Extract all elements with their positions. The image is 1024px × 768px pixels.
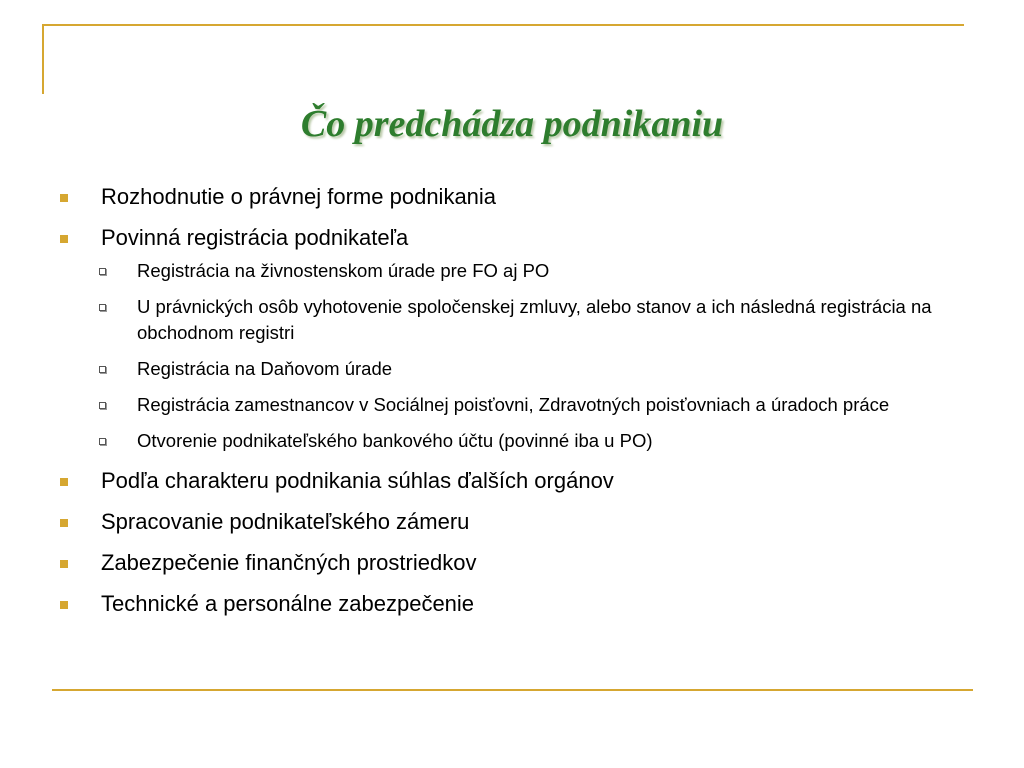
sub-list-item — [58, 356, 958, 382]
frame-left-line — [42, 24, 44, 94]
sub-list-item — [58, 392, 958, 418]
sub-list-item-text: Registrácia na živnostenskom úrade pre FO aj PO — [137, 260, 550, 281]
square-bullet-icon — [60, 235, 68, 243]
hollow-square-bullet-icon — [99, 366, 106, 373]
square-bullet-icon — [60, 601, 68, 609]
frame-bottom-line — [52, 689, 973, 691]
sub-list-item — [58, 258, 958, 284]
frame-top-line — [42, 24, 964, 26]
list-item — [58, 591, 958, 617]
list-item-text: Technické a personálne zabezpečenie — [101, 591, 475, 616]
list-item — [58, 550, 958, 576]
sub-list-item-text: U právnických osôb vyhotovenie spoločenskej zmluvy, alebo stanov a ich následná registrácia na obchodnom registri — [137, 296, 932, 343]
list-item — [58, 468, 958, 494]
list-item-text: Povinná registrácia podnikateľa — [101, 225, 409, 250]
slide-title: Čo predchádza podnikaniu — [300, 103, 724, 145]
square-bullet-icon — [60, 194, 68, 202]
sub-list-item-text: Otvorenie podnikateľského bankového účtu (povinné iba u PO) — [137, 430, 653, 451]
sub-list — [58, 258, 958, 454]
list-item — [58, 509, 958, 535]
sub-list-item — [58, 294, 958, 346]
sub-list-item — [58, 428, 958, 454]
square-bullet-icon — [60, 560, 68, 568]
hollow-square-bullet-icon — [99, 402, 106, 409]
list-item — [58, 225, 958, 251]
list-item-text: Spracovanie podnikateľského zámeru — [101, 509, 470, 534]
list-item-text: Rozhodnutie o právnej forme podnikania — [101, 184, 497, 209]
hollow-square-bullet-icon — [99, 268, 106, 275]
list-item-text: Podľa charakteru podnikania súhlas ďalších orgánov — [101, 468, 614, 493]
sub-list-item-text: Registrácia zamestnancov v Sociálnej poisťovni, Zdravotných poisťovniach a úradoch práce — [137, 394, 890, 415]
square-bullet-icon — [60, 478, 68, 486]
hollow-square-bullet-icon — [99, 438, 106, 445]
hollow-square-bullet-icon — [99, 304, 106, 311]
bullet-list — [58, 184, 958, 632]
list-item — [58, 184, 958, 210]
square-bullet-icon — [60, 519, 68, 527]
sub-list-item-text: Registrácia na Daňovom úrade — [137, 358, 393, 379]
list-item-text: Zabezpečenie finančných prostriedkov — [101, 550, 477, 575]
